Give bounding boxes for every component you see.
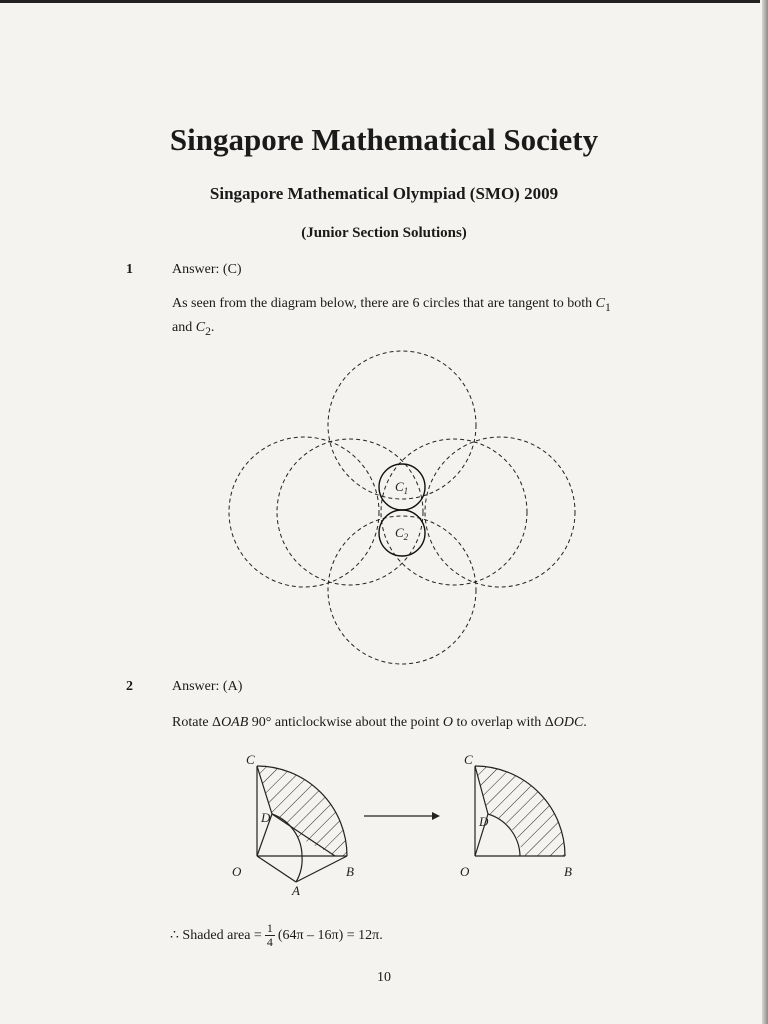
question-1-number: 1: [126, 262, 133, 277]
label-d-left: D: [261, 810, 271, 825]
shaded-area-formula: ∴ Shaded area = $\frac{1}{4}$ (64π – 16π) = 12π.: [170, 921, 383, 949]
dashed-circle-left-large: [229, 437, 379, 587]
figure-before-rotation: [230, 752, 370, 902]
question-2-text: Rotate ΔOAB 90° anticlockwise about the point O to overlap with ΔODC.: [172, 715, 587, 730]
top-scan-line: [0, 0, 760, 3]
shaded-region-right: [475, 766, 565, 856]
dashed-circle-left-small: [277, 439, 423, 585]
rotation-arrow: [362, 810, 442, 822]
question-1-answer: Answer: (C): [172, 262, 242, 277]
dashed-circle-right-small: [381, 439, 527, 585]
label-b-left: B: [346, 864, 354, 879]
label-o-right: O: [460, 864, 470, 879]
dashed-circle-top: [328, 351, 476, 499]
label-b-right: B: [564, 864, 572, 879]
question-2-answer: Answer: (A): [172, 679, 243, 694]
label-d-right: D: [479, 814, 489, 829]
question-2-number: 2: [126, 679, 133, 694]
label-a-left: A: [292, 883, 300, 898]
fraction-one-quarter: $\frac{1}{4}$: [266, 921, 273, 949]
label-c-right: C: [464, 752, 473, 767]
label-c-left: C: [246, 752, 255, 767]
page-title: Singapore Mathematical Society: [169, 122, 599, 157]
tangent-circles-diagram: [200, 350, 600, 670]
figure-after-rotation: [450, 752, 590, 902]
label-c2: $C_2$: [395, 525, 409, 542]
page-number: 10: [377, 970, 391, 985]
dashed-circle-right-large: [425, 437, 575, 587]
label-o-left: O: [232, 864, 242, 879]
question-1-text: As seen from the diagram below, there are 6 circles that are tangent to both $C_1$ and $C_2$.: [172, 296, 611, 338]
label-c1: $C_1$: [395, 479, 409, 496]
section-heading: (Junior Section Solutions): [301, 225, 467, 241]
page-subtitle: Singapore Mathematical Olympiad (SMO) 2009: [209, 184, 559, 203]
